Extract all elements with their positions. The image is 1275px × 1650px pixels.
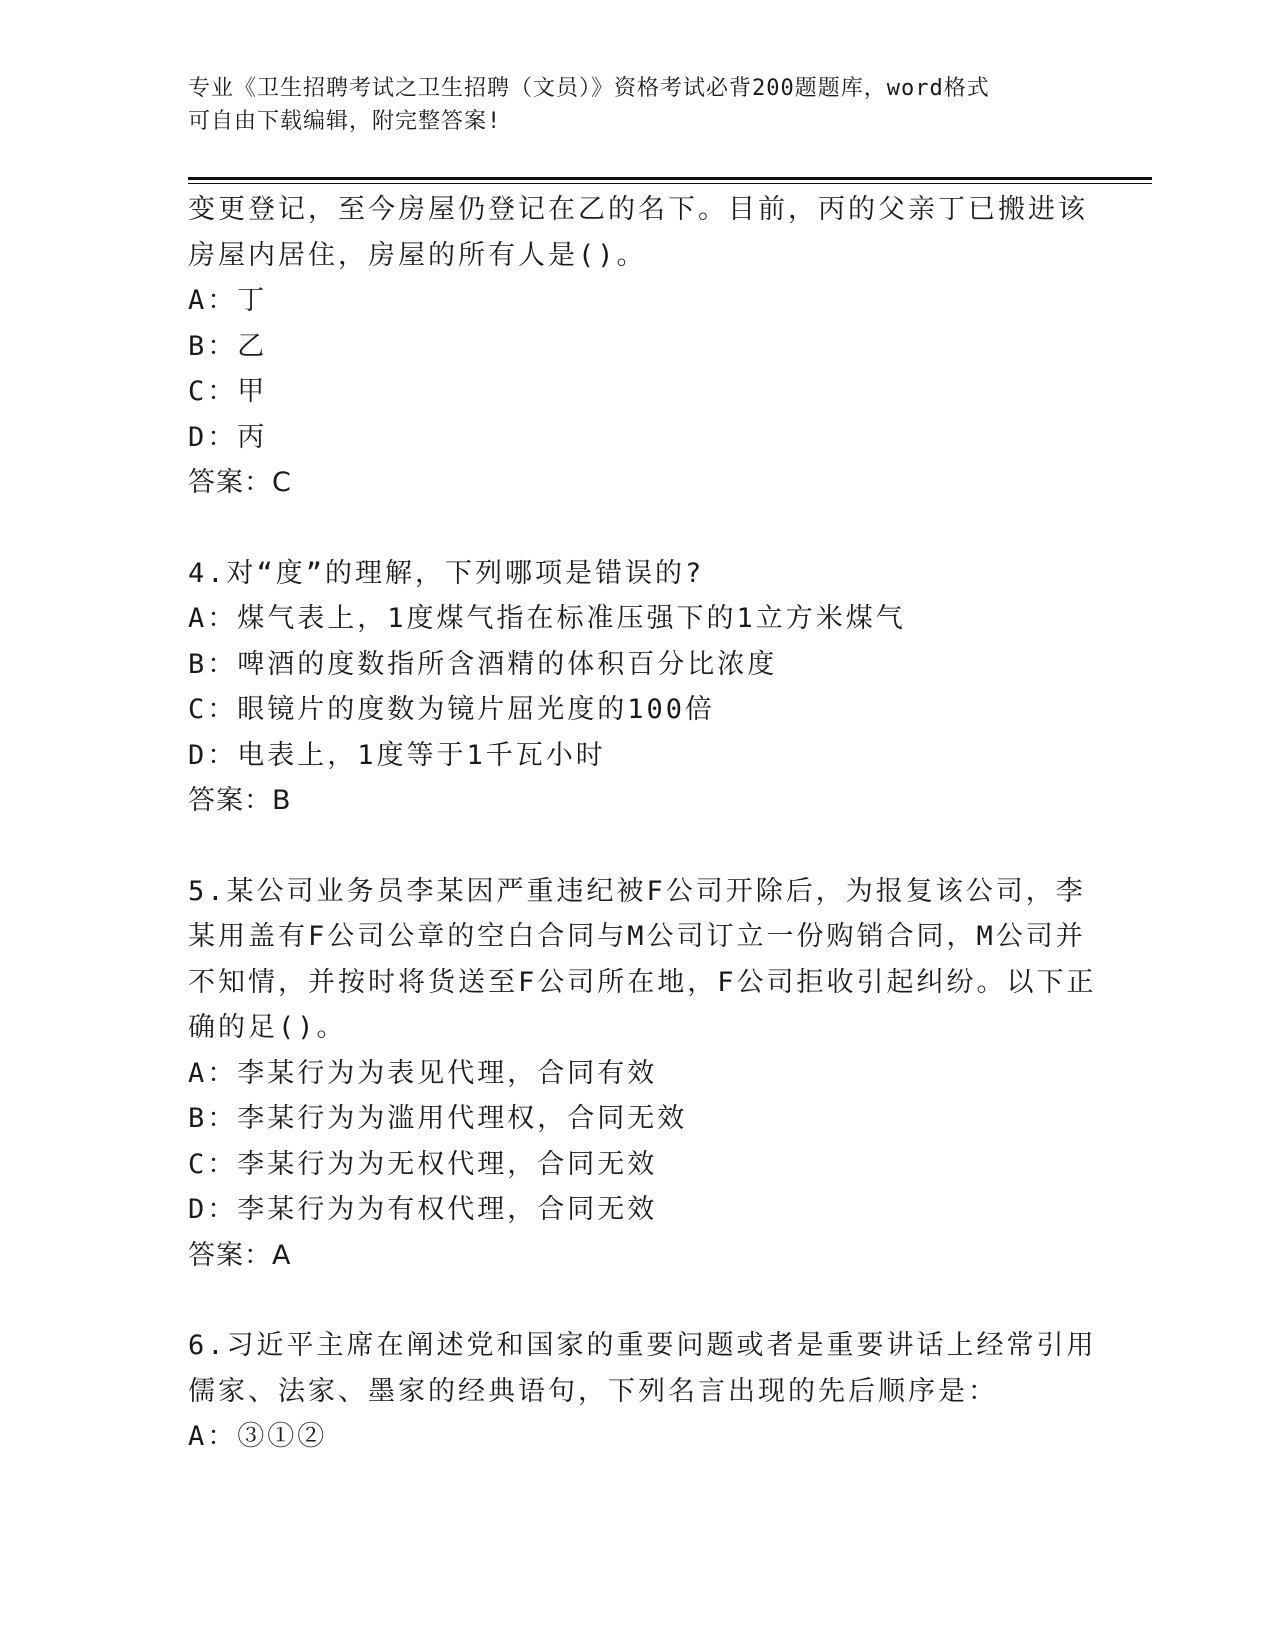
header-line-1: 专业《卫生招聘考试之卫生招聘（文员）》资格考试必背200题题库，word格式 bbox=[188, 76, 990, 101]
question-text-line: 某用盖有F公司公章的空白合同与M公司订立一份购销合同，M公司并 bbox=[188, 921, 1086, 952]
answer-line: 答案：C bbox=[188, 467, 292, 498]
question-5 bbox=[188, 869, 1097, 1279]
option-c: C：李某行为为无权代理，合同无效 bbox=[188, 1148, 658, 1180]
answer-line: 答案：B bbox=[188, 785, 292, 816]
question-text-line: 房屋内居住，房屋的所有人是()。 bbox=[188, 239, 647, 271]
document-header bbox=[188, 72, 1068, 138]
question-list bbox=[188, 187, 1097, 1460]
option-d: D：丙 bbox=[188, 421, 268, 453]
option-a: A：丁 bbox=[188, 285, 268, 316]
header-line-2: 可自由下载编辑，附完整答案! bbox=[188, 109, 502, 134]
option-a: A：李某行为为表见代理，合同有效 bbox=[188, 1057, 658, 1089]
option-c: C：眼镜片的度数为镜片屈光度的100倍 bbox=[188, 694, 716, 725]
question-text-line: 确的足()。 bbox=[188, 1012, 347, 1043]
question-text-line: 儒家、法家、墨家的经典语句，下列名言出现的先后顺序是： bbox=[188, 1375, 998, 1407]
question-4 bbox=[188, 551, 1088, 824]
header-divider-thick bbox=[188, 177, 1152, 180]
question-text-line: 6.习近平主席在阐述党和国家的重要问题或者是重要讲话上经常引用 bbox=[188, 1330, 1097, 1361]
option-d: D：李某行为为有权代理，合同无效 bbox=[188, 1194, 658, 1225]
answer-line: 答案：A bbox=[188, 1239, 292, 1271]
header-divider-thin bbox=[188, 183, 1152, 184]
option-b: B：乙 bbox=[188, 330, 268, 362]
option-a: A：③①② bbox=[188, 1421, 328, 1452]
question-text-line: 5.某公司业务员李某因严重违纪被F公司开除后，为报复该公司，李 bbox=[188, 875, 1086, 907]
option-c: C：甲 bbox=[188, 376, 268, 407]
option-b: B：啤酒的度数指所含酒精的体积百分比浓度 bbox=[188, 648, 778, 680]
option-a: A：煤气表上，1度煤气指在标准压强下的1立方米煤气 bbox=[188, 603, 906, 634]
option-d: D：电表上，1度等于1千瓦小时 bbox=[188, 739, 606, 771]
option-b: B：李某行为为滥用代理权，合同无效 bbox=[188, 1103, 688, 1134]
question-6 bbox=[188, 1323, 1097, 1460]
question-text-line: 不知情，并按时将货送至F公司所在地，F公司拒收引起纠纷。以下正 bbox=[188, 966, 1097, 998]
question-text-line: 变更登记，至今房屋仍登记在乙的名下。目前，丙的父亲丁已搬进该 bbox=[188, 194, 1088, 225]
question-text-line: 4.对“度”的理解，下列哪项是错误的? bbox=[188, 557, 705, 589]
question-3 bbox=[188, 187, 1088, 506]
